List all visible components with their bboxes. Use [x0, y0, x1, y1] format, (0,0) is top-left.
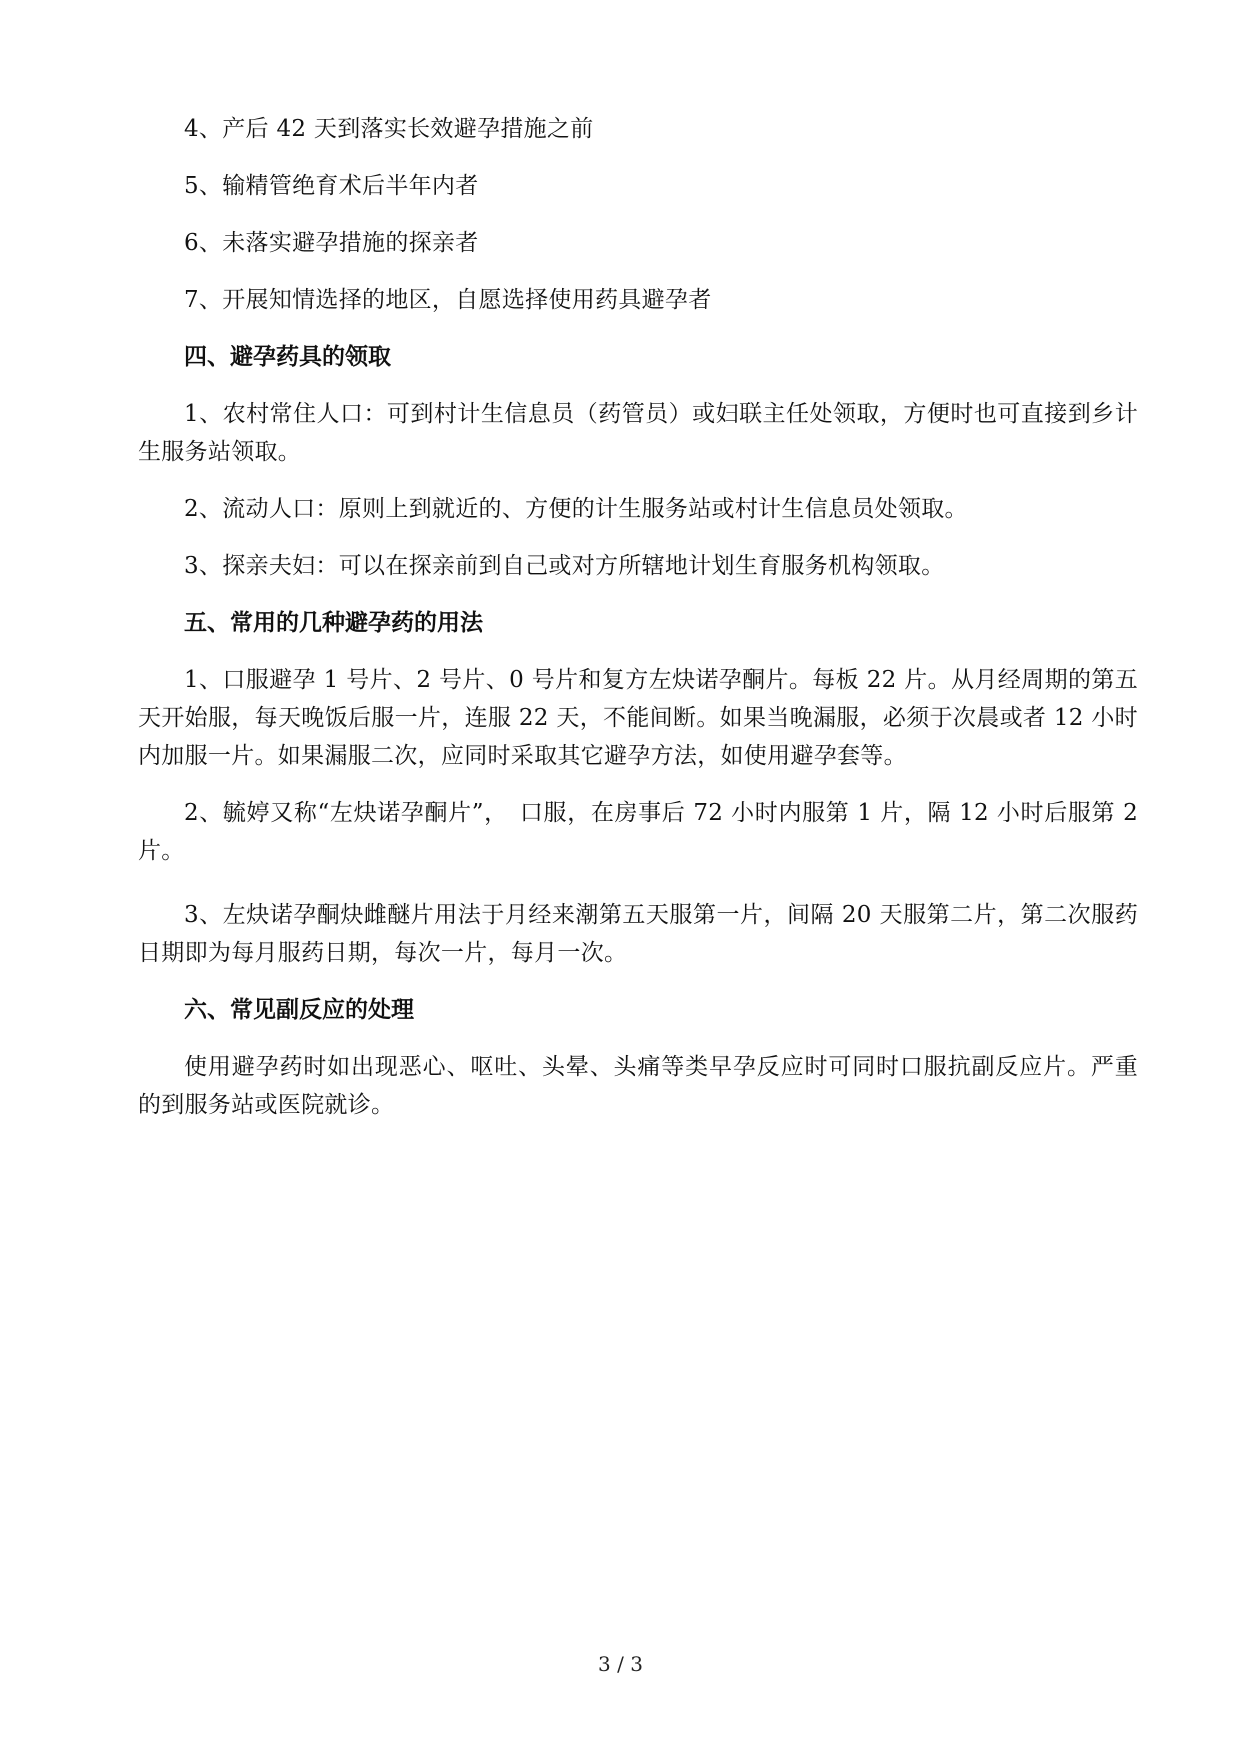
section-heading-5: 五、常用的几种避孕药的用法 [184, 610, 483, 636]
section-heading-4: 四、避孕药具的领取 [184, 344, 391, 370]
document-body [138, 110, 1138, 1124]
section-heading-6: 六、常见副反应的处理 [184, 997, 414, 1023]
list-item-5: 5、输精管绝育术后半年内者 [184, 173, 479, 199]
section6-item-1: 使用避孕药时如出现恶心、呕吐、头晕、头痛等类早孕反应时可同时口服抗副反应片。严重的到服务站或医院就诊。 [138, 1054, 1138, 1118]
list-item-4: 4、产后 42 天到落实长效避孕措施之前 [184, 116, 594, 142]
section4-item-3: 3、探亲夫妇：可以在探亲前到自己或对方所辖地计划生育服务机构领取。 [184, 553, 945, 579]
list-item-7: 7、开展知情选择的地区，自愿选择使用药具避孕者 [184, 287, 712, 313]
section5-item-1: 1、口服避孕 1 号片、2 号片、0 号片和复方左炔诺孕酮片。每板 22 片。从月经周期的第五天开始服，每天晚饭后服一片，连服 22 天，不能间断。如果当晚漏服，必须于次晨或者 12 小时内加服一片。如果漏服二次，应同时采取其它避孕方法，如使用避孕套等。 [138, 667, 1138, 769]
section4-item-2: 2、流动人口：原则上到就近的、方便的计生服务站或村计生信息员处领取。 [184, 496, 968, 522]
section5-item-3: 3、左炔诺孕酮炔雌醚片用法于月经来潮第五天服第一片，间隔 20 天服第二片，第二次服药日期即为每月服药日期，每次一片，每月一次。 [138, 902, 1138, 966]
section5-item-2: 2、毓婷又称“左炔诺孕酮片”， 口服，在房事后 72 小时内服第 1 片，隔 12 小时后服第 2 片。 [138, 800, 1138, 864]
section4-item-1: 1、农村常住人口：可到村计生信息员（药管员）或妇联主任处领取，方便时也可直接到乡计生服务站领取。 [138, 401, 1138, 465]
list-item-6: 6、未落实避孕措施的探亲者 [184, 230, 479, 256]
page-number: 3 / 3 [598, 1652, 643, 1676]
